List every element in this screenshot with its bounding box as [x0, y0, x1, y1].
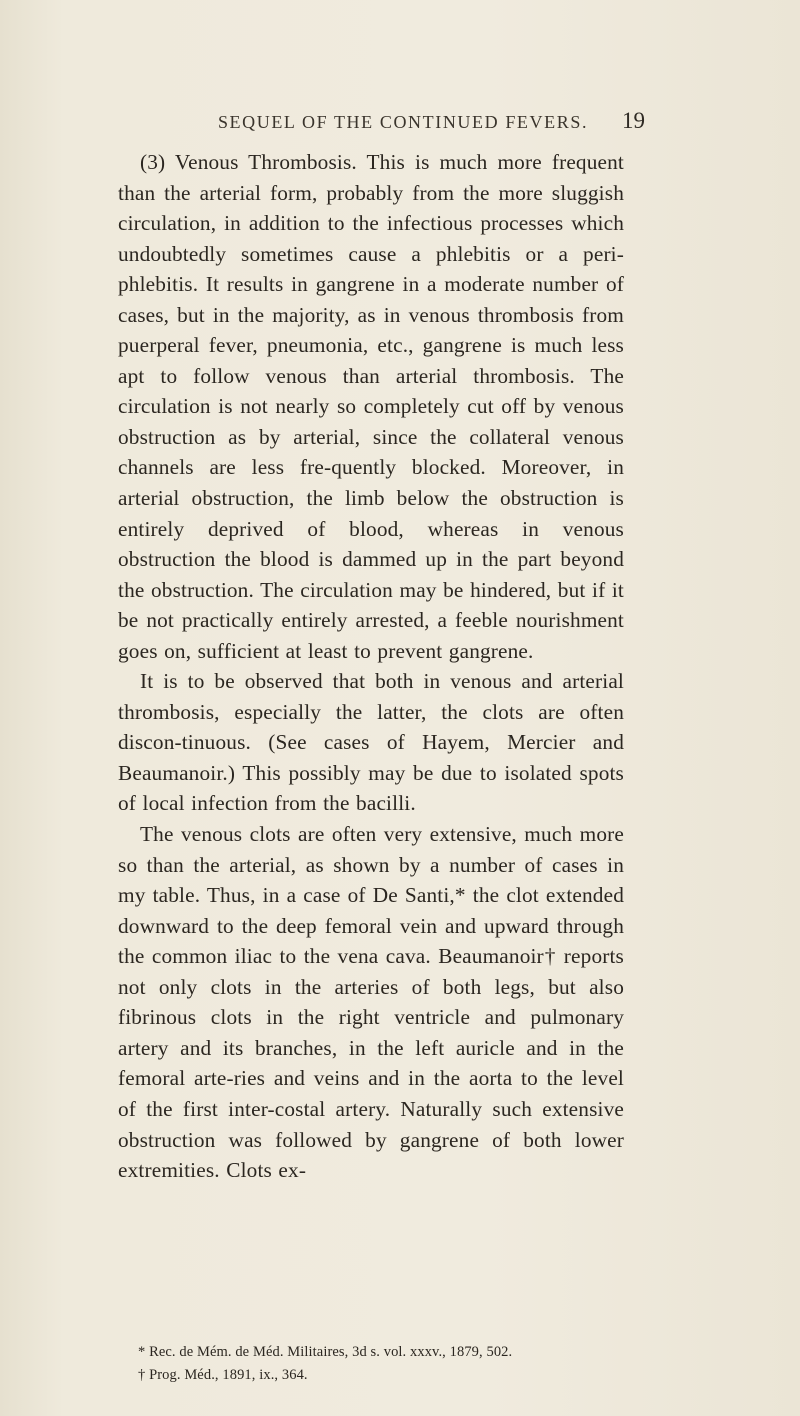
- footnote-beaumanoir: † Prog. Méd., 1891, ix., 364.: [138, 1367, 308, 1383]
- footnotes: [138, 1341, 638, 1387]
- paragraph-extensive-venous-clots: The venous clots are often very extensive, much more so than the arterial, as shown by a number of cases in my table. Thus, in a case of De Santi,* the clot extended downward to the deep femoral vein and upward through the common iliac to the vena cava. Beaumanoir† reports not only clots in the arteries of both legs, but also fibrinous clots in the right ventricle and pulmonary artery and its branches, in the left auricle and in the femoral arte-ries and veins and in the aorta to the level of the first inter-costal artery. Naturally such extensive obstruction was followed by gangrene of both lower extremities. Clots ex-: [118, 822, 624, 1183]
- footnote-de-santi: * Rec. de Mém. de Méd. Militaires, 3d s. vol. xxxv., 1879, 502.: [138, 1344, 513, 1360]
- body-text: [118, 147, 624, 1186]
- running-head: SEQUEL OF THE CONTINUED FEVERS.: [217, 112, 589, 132]
- paragraph-discontinuous-clots: It is to be observed that both in venous and arterial thrombosis, especially the latter, the clots are often discon-tinuous. (See cases of Hayem, Mercier and Beaumanoir.) This possibly may be due to isolated spots of local infection from the bacilli.: [118, 669, 624, 816]
- page-number: 19: [622, 108, 645, 133]
- paragraph-venous-thrombosis: (3) Venous Thrombosis. This is much more frequent than the arterial form, probably from the more sluggish circulation, in addition to the infectious processes which undoubtedly sometimes cause a phlebitis or a peri-phlebitis. It results in gangrene in a moderate number of cases, but in the majority, as in venous thrombosis from puerperal fever, pneumonia, etc., gangrene is much less apt to follow venous than arterial thrombosis. The circulation is not nearly so completely cut off by venous obstruction as by arterial, since the collateral venous channels are less fre-quently blocked. Moreover, in arterial obstruction, the limb below the obstruction is entirely deprived of blood, whereas in venous obstruction the blood is dammed up in the part beyond the obstruction. The circulation may be hindered, but if it be not practically entirely arrested, a feeble nourishment goes on, sufficient at least to prevent gangrene.: [118, 150, 624, 663]
